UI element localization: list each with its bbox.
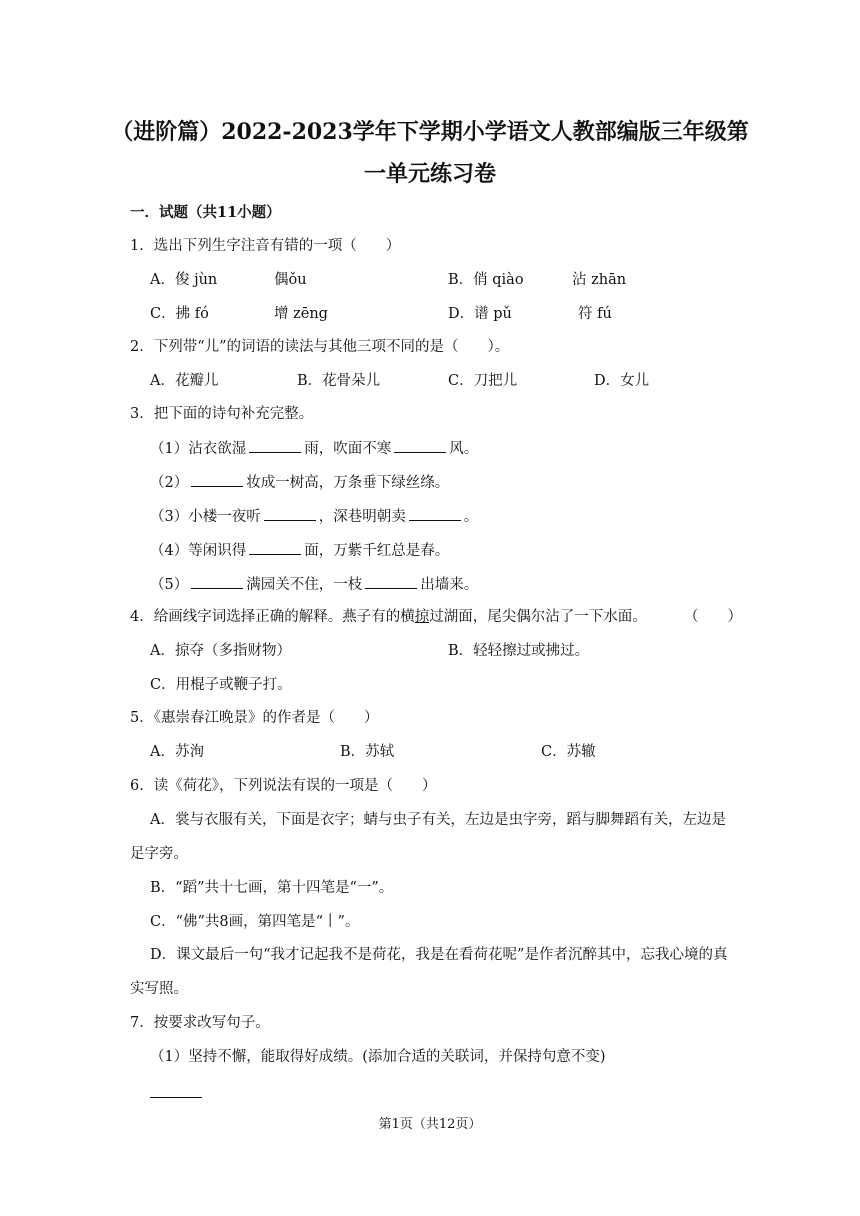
question-1-stem: 1．选出下列生字注音有错的一项（ ） — [130, 238, 401, 254]
question-5-stem: 5．《惠崇春江晚景》的作者是（ ） — [130, 710, 379, 726]
question-1-option-c-word2: 增 zēng — [274, 306, 328, 322]
section-heading: 一．试题（共11小题） — [130, 204, 281, 221]
question-3-item-2: （2） 妆成一树高，万条垂下绿丝绦。 — [150, 472, 449, 493]
question-6-stem: 6．读《荷花》，下列说法有误的一项是（ ） — [130, 778, 437, 794]
question-1-option-d: D．谱 pǔ — [448, 306, 512, 322]
answer-blank[interactable] — [191, 574, 243, 589]
question-6-option-d: D．课文最后一句“我才记起我不是荷花，我是在看荷花呢”是作者沉醉其中，忘我心境的真实写照。 — [130, 947, 728, 997]
question-5-option-c: C．苏辙 — [541, 744, 596, 760]
question-4-stem: 4．给画线字词选择正确的解释。燕子有的横掠过湖面，尾尖偶尔沾了一下水面。 — [130, 609, 647, 625]
question-1-option-a: A．俊 jùn — [150, 272, 218, 288]
question-1-option-b: B．俏 qiào — [448, 272, 524, 288]
answer-blank[interactable] — [394, 438, 446, 453]
underlined-word: 掠 — [414, 609, 430, 625]
question-5-option-a: A．苏洵 — [150, 744, 204, 760]
question-2-option-b: B．花骨朵儿 — [297, 373, 381, 389]
question-4-option-c: C．用棍子或鞭子打。 — [150, 677, 292, 693]
answer-blank[interactable] — [264, 506, 316, 521]
question-3-item-3: （3）小楼一夜听 ，深巷明朝卖 。 — [150, 506, 478, 527]
question-4-option-a: A．掠夺（多指财物） — [150, 643, 291, 659]
question-2-option-d: D．女儿 — [594, 373, 650, 389]
question-2-stem: 2．下列带“儿”的词语的读法与其他三项不同的是（ ）。 — [130, 339, 510, 355]
question-4-paren: （ ） — [684, 609, 742, 625]
question-1-option-a-word2: 偶ǒu — [274, 272, 307, 288]
answer-blank[interactable] — [365, 574, 417, 589]
question-1-option-c: C．拂 fó — [150, 306, 209, 322]
question-5-option-b: B．苏轼 — [340, 744, 395, 760]
question-2-option-c: C．刀把儿 — [448, 373, 518, 389]
question-6-option-a: A．裳与衣服有关，下面是衣字；蜻与虫子有关，左边是虫字旁，蹈与脚舞蹈有关，左边是足字旁。 — [130, 812, 726, 862]
question-6-option-b: B．“蹈”共十七画，第十四笔是“一”。 — [150, 880, 394, 896]
question-1-option-d-word2: 符 fú — [578, 306, 612, 322]
question-6-option-c: C．“佛”共8画，第四笔是“丨”。 — [150, 914, 360, 930]
question-7-stem: 7．按要求改写句子。 — [130, 1015, 270, 1031]
question-7-item-1: （1）坚持不懈，能取得好成绩。(添加合适的关联词，并保持句意不变) — [150, 1049, 606, 1065]
answer-blank[interactable] — [191, 472, 243, 487]
question-3-item-5: （5） 满园关不住，一枝 出墙来。 — [150, 574, 478, 595]
answer-blank[interactable] — [249, 540, 301, 555]
answer-blank[interactable] — [249, 438, 301, 453]
page-title-line2: 一单元练习卷 — [363, 161, 496, 187]
answer-line[interactable] — [150, 1097, 202, 1098]
page-footer: 第1页（共12页） — [378, 1117, 482, 1132]
question-1-option-b-word2: 沾 zhān — [572, 272, 627, 288]
answer-blank[interactable] — [409, 506, 461, 521]
page-title-line1: （进阶篇）2022-2023学年下学期小学语文人教部编版三年级第 — [111, 119, 749, 145]
question-3-item-4: （4）等闲识得 面，万紫千红总是春。 — [150, 540, 449, 561]
question-4-option-b: B．轻轻擦过或拂过。 — [448, 643, 590, 659]
question-2-option-a: A．花瓣儿 — [150, 373, 219, 389]
question-3-stem: 3．把下面的诗句补充完整。 — [130, 406, 314, 422]
question-3-item-1: （1）沾衣欲湿 雨，吹面不寒 风。 — [150, 438, 478, 459]
